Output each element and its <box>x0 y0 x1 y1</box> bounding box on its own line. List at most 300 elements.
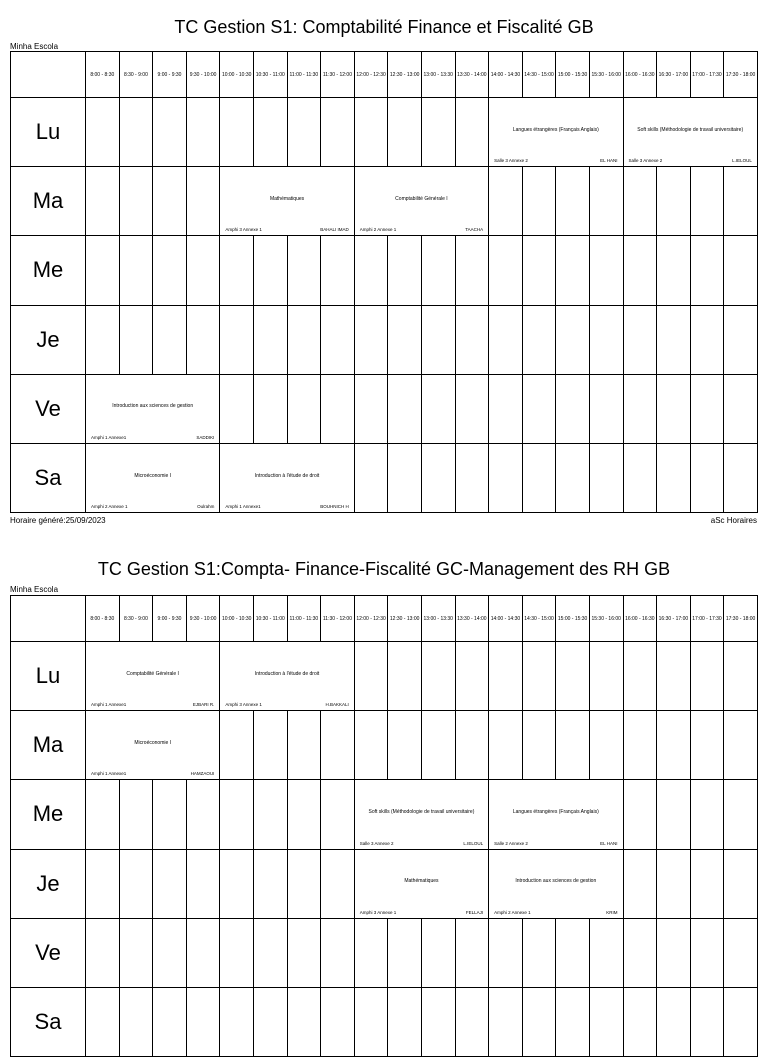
empty-slot <box>690 918 724 987</box>
empty-slot <box>321 987 355 1056</box>
empty-slot <box>119 987 153 1056</box>
empty-slot <box>186 918 220 987</box>
empty-slot <box>623 642 657 711</box>
empty-slot <box>522 443 556 512</box>
empty-slot <box>253 918 287 987</box>
empty-slot <box>623 374 657 443</box>
empty-slot <box>253 98 287 167</box>
room-label: Amphi 1 Annexe1 <box>91 771 127 777</box>
course-name: Soft skills (Méthodologie de travail universitaire) <box>637 126 744 133</box>
room-label: Amphi 1 Annexe1 <box>91 702 127 708</box>
empty-slot <box>287 849 321 918</box>
time-slot-header: 15:00 - 15:30 <box>556 52 590 98</box>
time-slot-header: 17:30 - 18:00 <box>724 52 758 98</box>
schedule-grid <box>10 595 758 1057</box>
empty-slot <box>388 711 422 780</box>
empty-slot <box>690 443 724 512</box>
teacher-label: KRIM <box>606 909 618 915</box>
course-name: Comptabilité Générale I <box>395 195 448 202</box>
empty-slot <box>86 849 120 918</box>
empty-slot <box>421 987 455 1056</box>
time-slot-header: 17:00 - 17:30 <box>690 596 724 642</box>
room-label: Amphi 1 Annexe1 <box>91 434 127 440</box>
empty-slot <box>354 642 388 711</box>
empty-slot <box>657 642 691 711</box>
empty-slot <box>623 849 657 918</box>
time-slot-header: 14:30 - 15:00 <box>522 52 556 98</box>
course-name: Comptabilité Générale I <box>126 670 179 677</box>
time-slot-header: 10:30 - 11:00 <box>253 52 287 98</box>
empty-slot <box>220 236 254 305</box>
day-row <box>11 642 758 711</box>
empty-slot <box>724 236 758 305</box>
empty-slot <box>186 987 220 1056</box>
empty-slot <box>153 780 187 849</box>
teacher-label: Oulrahm <box>197 504 215 510</box>
time-slot-header: 16:00 - 16:30 <box>623 52 657 98</box>
class-block[interactable] <box>489 780 623 849</box>
empty-slot <box>455 305 489 374</box>
time-slot-header: 12:00 - 12:30 <box>354 52 388 98</box>
empty-slot <box>690 167 724 236</box>
empty-slot <box>354 374 388 443</box>
empty-slot <box>287 711 321 780</box>
empty-slot <box>556 167 590 236</box>
class-block[interactable] <box>354 849 488 918</box>
empty-slot <box>489 642 523 711</box>
empty-slot <box>287 98 321 167</box>
empty-slot <box>522 167 556 236</box>
empty-slot <box>724 443 758 512</box>
course-name: Soft skills (Méthodologie de travail universitaire) <box>368 809 475 815</box>
course-name: Introduction aux sciences de gestion <box>112 403 194 410</box>
empty-slot <box>354 711 388 780</box>
empty-slot <box>388 987 422 1056</box>
course-name: Introduction à l'étude de droit <box>254 472 320 479</box>
empty-slot <box>354 987 388 1056</box>
empty-slot <box>455 236 489 305</box>
empty-slot <box>388 236 422 305</box>
time-slot-header: 8:00 - 8:30 <box>86 596 120 642</box>
day-label: Ve <box>11 918 86 987</box>
empty-slot <box>253 711 287 780</box>
teacher-label: L.IELOUL <box>732 158 752 164</box>
empty-slot <box>119 98 153 167</box>
time-slot-header: 11:30 - 12:00 <box>321 596 355 642</box>
day-row <box>11 236 758 305</box>
room-label: Salle 3 Annexe 2 <box>494 158 528 164</box>
empty-slot <box>522 374 556 443</box>
room-label: Salle 3 Annexe 2 <box>359 840 394 846</box>
course-name: Microéconomie I <box>134 472 172 479</box>
time-slot-header: 8:00 - 8:30 <box>86 52 120 98</box>
class-block[interactable] <box>86 443 220 512</box>
empty-slot <box>455 918 489 987</box>
empty-slot <box>287 236 321 305</box>
time-slot-header: 13:00 - 13:30 <box>421 596 455 642</box>
empty-slot <box>623 780 657 849</box>
software-credit: aSc Horaires <box>710 516 757 525</box>
empty-slot <box>421 374 455 443</box>
day-label: Ve <box>11 374 86 443</box>
empty-slot <box>455 642 489 711</box>
class-block[interactable] <box>489 98 623 167</box>
empty-slot <box>153 167 187 236</box>
room-label: Salle 3 Annexe 2 <box>628 158 663 164</box>
empty-slot <box>522 305 556 374</box>
school-name: Minha Escola <box>10 42 59 51</box>
time-slot-header: 8:30 - 9:00 <box>119 596 153 642</box>
empty-slot <box>724 711 758 780</box>
generated-date: Horaire généré:25/09/2023 <box>10 516 106 525</box>
empty-slot <box>455 987 489 1056</box>
empty-slot <box>690 305 724 374</box>
time-slot-header: 12:00 - 12:30 <box>354 596 388 642</box>
empty-slot <box>489 987 523 1056</box>
header-row <box>11 596 758 642</box>
empty-slot <box>220 780 254 849</box>
empty-slot <box>657 918 691 987</box>
empty-slot <box>589 374 623 443</box>
day-label: Ma <box>11 167 86 236</box>
empty-slot <box>220 711 254 780</box>
empty-slot <box>489 711 523 780</box>
empty-slot <box>690 374 724 443</box>
class-block[interactable] <box>489 849 623 918</box>
time-slot-header: 15:30 - 16:00 <box>589 596 623 642</box>
empty-slot <box>153 849 187 918</box>
class-block[interactable] <box>220 642 354 711</box>
empty-slot <box>253 374 287 443</box>
empty-slot <box>657 987 691 1056</box>
class-block[interactable] <box>86 711 220 780</box>
day-row <box>11 167 758 236</box>
time-slot-header: 13:30 - 14:00 <box>455 52 489 98</box>
empty-slot <box>153 987 187 1056</box>
empty-slot <box>287 374 321 443</box>
room-label: Amphi 1 Annexe1 <box>225 504 261 510</box>
empty-slot <box>556 236 590 305</box>
empty-slot <box>388 305 422 374</box>
empty-slot <box>421 918 455 987</box>
course-name: Microéconomie I <box>134 739 172 746</box>
class-block[interactable] <box>220 443 354 512</box>
empty-slot <box>489 305 523 374</box>
time-slot-header: 14:30 - 15:00 <box>522 596 556 642</box>
teacher-label: L.IELOUL <box>463 840 484 846</box>
day-row <box>11 849 758 918</box>
teacher-label: FELLAJI <box>465 909 484 915</box>
time-slot-header: 12:30 - 13:00 <box>388 52 422 98</box>
empty-slot <box>690 849 724 918</box>
empty-slot <box>388 98 422 167</box>
empty-slot <box>220 849 254 918</box>
teacher-label: EL HANI <box>600 158 618 164</box>
empty-slot <box>388 642 422 711</box>
teacher-label: EJBARI R. <box>192 702 215 708</box>
empty-slot <box>556 305 590 374</box>
empty-slot <box>556 711 590 780</box>
empty-slot <box>690 642 724 711</box>
time-slot-header: 17:30 - 18:00 <box>724 596 758 642</box>
empty-slot <box>86 918 120 987</box>
empty-slot <box>724 167 758 236</box>
empty-slot <box>455 374 489 443</box>
corner-cell <box>11 596 86 642</box>
empty-slot <box>589 443 623 512</box>
time-slot-header: 9:00 - 9:30 <box>153 52 187 98</box>
empty-slot <box>623 305 657 374</box>
empty-slot <box>690 236 724 305</box>
empty-slot <box>421 443 455 512</box>
class-block[interactable] <box>354 780 488 849</box>
class-block[interactable] <box>86 374 220 443</box>
empty-slot <box>253 305 287 374</box>
day-label: Lu <box>11 642 86 711</box>
empty-slot <box>321 849 355 918</box>
empty-slot <box>623 443 657 512</box>
time-slot-header: 15:00 - 15:30 <box>556 596 590 642</box>
time-slot-header: 12:30 - 13:00 <box>388 596 422 642</box>
empty-slot <box>186 780 220 849</box>
empty-slot <box>657 780 691 849</box>
empty-slot <box>724 642 758 711</box>
time-slot-header: 11:00 - 11:30 <box>287 596 321 642</box>
empty-slot <box>153 918 187 987</box>
room-label: Amphi 3 Annexe 1 <box>359 909 397 915</box>
empty-slot <box>455 443 489 512</box>
class-block[interactable] <box>86 642 220 711</box>
empty-slot <box>86 305 120 374</box>
day-row <box>11 711 758 780</box>
empty-slot <box>657 167 691 236</box>
day-label: Me <box>11 236 86 305</box>
teacher-label: EL HANI <box>600 840 618 846</box>
schedule-grid <box>10 51 758 513</box>
day-label: Ma <box>11 711 86 780</box>
empty-slot <box>623 236 657 305</box>
empty-slot <box>354 236 388 305</box>
empty-slot <box>657 849 691 918</box>
teacher-label: H.BAKKALI <box>325 702 349 708</box>
empty-slot <box>522 918 556 987</box>
teacher-label: HAMZAOUI <box>190 771 215 777</box>
room-label: Salle 2 Annexe 2 <box>494 840 528 846</box>
empty-slot <box>119 305 153 374</box>
empty-slot <box>220 987 254 1056</box>
empty-slot <box>556 918 590 987</box>
empty-slot <box>119 849 153 918</box>
day-row <box>11 98 758 167</box>
empty-slot <box>657 305 691 374</box>
timetable-title: TC Gestion S1: Comptabilité Finance et Fiscalité GB <box>174 17 594 37</box>
empty-slot <box>354 918 388 987</box>
empty-slot <box>421 236 455 305</box>
time-slot-header: 9:30 - 10:00 <box>186 596 220 642</box>
timetable-title: TC Gestion S1:Compta- Finance-Fiscalité GC-Management des RH GB <box>97 559 671 579</box>
empty-slot <box>421 642 455 711</box>
room-label: Amphi 3 Annexe 1 <box>225 227 262 233</box>
empty-slot <box>657 236 691 305</box>
class-block[interactable] <box>623 98 757 167</box>
empty-slot <box>623 711 657 780</box>
empty-slot <box>421 305 455 374</box>
empty-slot <box>623 918 657 987</box>
time-slot-header: 10:00 - 10:30 <box>220 52 254 98</box>
empty-slot <box>321 305 355 374</box>
empty-slot <box>86 98 120 167</box>
time-slot-header: 16:00 - 16:30 <box>623 596 657 642</box>
room-label: Amphi 2 Annexe 1 <box>91 504 128 510</box>
time-slot-header: 14:00 - 14:30 <box>489 596 523 642</box>
empty-slot <box>354 305 388 374</box>
empty-slot <box>153 98 187 167</box>
empty-slot <box>690 987 724 1056</box>
course-name: Introduction aux sciences de gestion <box>515 878 597 885</box>
empty-slot <box>321 780 355 849</box>
empty-slot <box>287 918 321 987</box>
empty-slot <box>321 98 355 167</box>
empty-slot <box>354 443 388 512</box>
course-name: Introduction à l'étude de droit <box>254 670 320 677</box>
empty-slot <box>186 236 220 305</box>
empty-slot <box>489 918 523 987</box>
day-row <box>11 443 758 512</box>
teacher-label: BAHALI IMAD <box>320 227 349 233</box>
empty-slot <box>522 642 556 711</box>
class-block[interactable] <box>354 167 488 236</box>
time-slot-header: 13:30 - 14:00 <box>455 596 489 642</box>
day-label: Je <box>11 305 86 374</box>
room-label: Amphi 2 Annexe 1 <box>359 227 397 233</box>
empty-slot <box>489 236 523 305</box>
room-label: Amphi 2 Annexe 1 <box>494 909 531 915</box>
course-name: Mathématiques <box>404 878 439 885</box>
empty-slot <box>186 167 220 236</box>
day-row <box>11 305 758 374</box>
empty-slot <box>86 167 120 236</box>
empty-slot <box>354 98 388 167</box>
course-name: Langues étrangères (Français Anglais) <box>512 126 599 133</box>
teacher-label: TAACHA <box>465 227 484 233</box>
time-slot-header: 9:00 - 9:30 <box>153 596 187 642</box>
time-slot-header: 10:00 - 10:30 <box>220 596 254 642</box>
empty-slot <box>153 236 187 305</box>
empty-slot <box>657 443 691 512</box>
empty-slot <box>589 711 623 780</box>
empty-slot <box>589 167 623 236</box>
empty-slot <box>522 987 556 1056</box>
empty-slot <box>657 374 691 443</box>
empty-slot <box>86 236 120 305</box>
empty-slot <box>724 780 758 849</box>
empty-slot <box>287 780 321 849</box>
empty-slot <box>724 987 758 1056</box>
empty-slot <box>589 236 623 305</box>
empty-slot <box>388 443 422 512</box>
empty-slot <box>220 305 254 374</box>
day-label: Je <box>11 849 86 918</box>
time-slot-header: 17:00 - 17:30 <box>690 52 724 98</box>
empty-slot <box>589 642 623 711</box>
empty-slot <box>589 305 623 374</box>
time-slot-header: 13:00 - 13:30 <box>421 52 455 98</box>
day-row <box>11 918 758 987</box>
empty-slot <box>421 98 455 167</box>
empty-slot <box>287 305 321 374</box>
course-name: Langues étrangères (Français Anglais) <box>512 809 599 815</box>
empty-slot <box>86 987 120 1056</box>
day-label: Sa <box>11 443 86 512</box>
empty-slot <box>321 374 355 443</box>
empty-slot <box>119 236 153 305</box>
empty-slot <box>287 987 321 1056</box>
day-label: Lu <box>11 98 86 167</box>
empty-slot <box>321 918 355 987</box>
empty-slot <box>489 374 523 443</box>
empty-slot <box>186 305 220 374</box>
empty-slot <box>589 918 623 987</box>
empty-slot <box>623 987 657 1056</box>
empty-slot <box>623 167 657 236</box>
room-label: Amphi 3 Annexe 1 <box>225 702 262 708</box>
empty-slot <box>556 374 590 443</box>
empty-slot <box>186 98 220 167</box>
time-slot-header: 11:30 - 12:00 <box>321 52 355 98</box>
day-row <box>11 987 758 1056</box>
empty-slot <box>522 711 556 780</box>
time-slot-header: 16:30 - 17:00 <box>657 596 691 642</box>
teacher-label: BOUHNICH H <box>320 504 349 510</box>
course-name: Mathématiques <box>269 195 305 202</box>
empty-slot <box>119 780 153 849</box>
empty-slot <box>253 987 287 1056</box>
time-slot-header: 11:00 - 11:30 <box>287 52 321 98</box>
empty-slot <box>724 849 758 918</box>
empty-slot <box>388 374 422 443</box>
time-slot-header: 9:30 - 10:00 <box>186 52 220 98</box>
empty-slot <box>253 849 287 918</box>
empty-slot <box>724 374 758 443</box>
empty-slot <box>119 918 153 987</box>
empty-slot <box>556 642 590 711</box>
time-slot-header: 15:30 - 16:00 <box>589 52 623 98</box>
empty-slot <box>556 987 590 1056</box>
header-row <box>11 52 758 98</box>
empty-slot <box>220 918 254 987</box>
empty-slot <box>253 236 287 305</box>
day-label: Me <box>11 780 86 849</box>
empty-slot <box>86 780 120 849</box>
empty-slot <box>455 711 489 780</box>
empty-slot <box>186 849 220 918</box>
empty-slot <box>589 987 623 1056</box>
empty-slot <box>657 711 691 780</box>
empty-slot <box>724 305 758 374</box>
day-row <box>11 374 758 443</box>
class-block[interactable] <box>220 167 354 236</box>
time-slot-header: 10:30 - 11:00 <box>253 596 287 642</box>
empty-slot <box>489 443 523 512</box>
empty-slot <box>253 780 287 849</box>
empty-slot <box>388 918 422 987</box>
empty-slot <box>724 918 758 987</box>
empty-slot <box>489 167 523 236</box>
empty-slot <box>119 167 153 236</box>
time-slot-header: 16:30 - 17:00 <box>657 52 691 98</box>
empty-slot <box>321 711 355 780</box>
time-slot-header: 14:00 - 14:30 <box>489 52 523 98</box>
